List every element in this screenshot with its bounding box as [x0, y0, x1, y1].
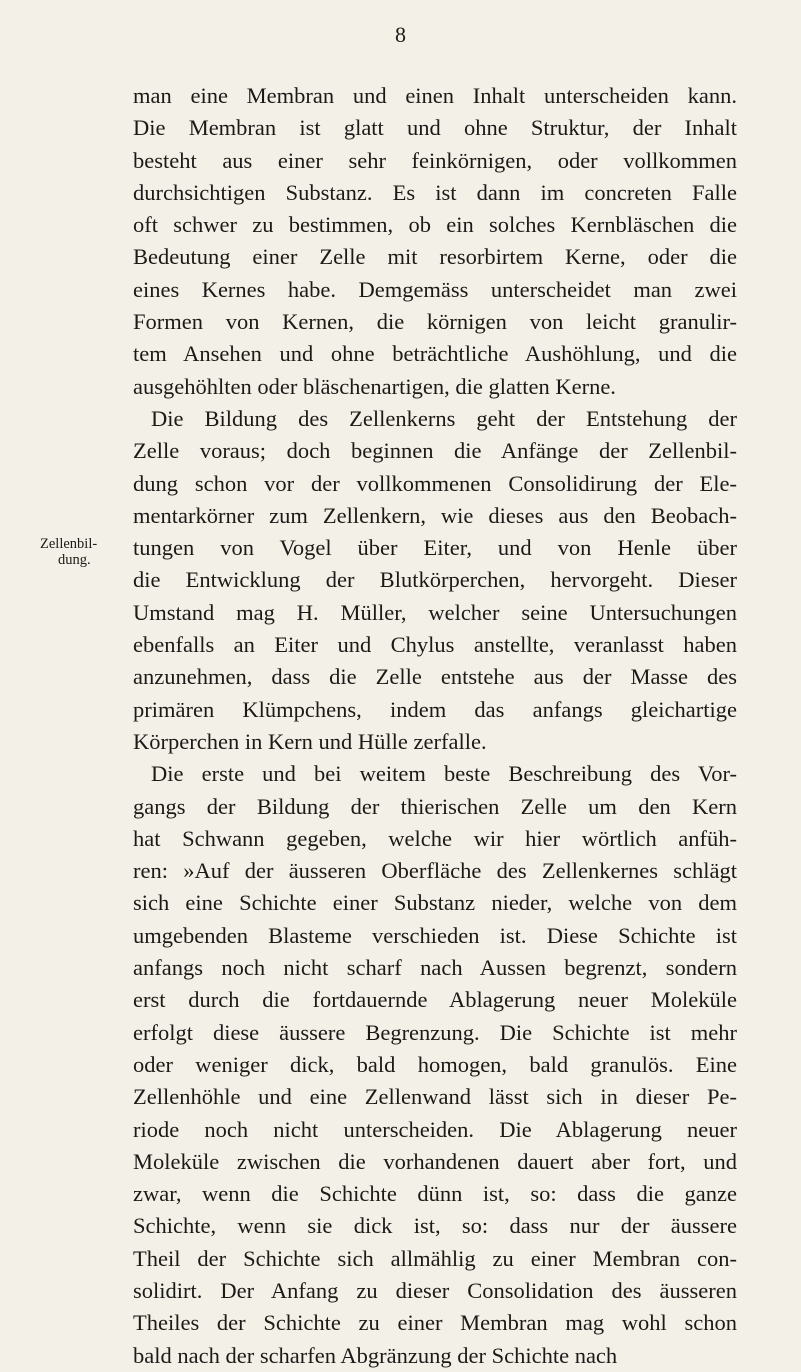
text-line: umgebenden Blasteme verschieden ist. Diese Schichte ist [133, 922, 737, 948]
text-line: die Entwicklung der Blutkörperchen, hervorgeht. Dieser [133, 567, 737, 593]
text-line: riode noch nicht unterscheiden. Die Ablagerung neuer [133, 1116, 737, 1142]
text-line: dung schon vor der vollkommenen Consolidirung der Ele- [133, 470, 737, 496]
text-line: Zelle voraus; doch beginnen die Anfänge der Zellenbil- [133, 438, 737, 464]
text-line: Zellenhöhle und eine Zellenwand lässt sich in dieser Pe- [133, 1084, 737, 1110]
text-line: man eine Membran und einen Inhalt unterscheiden kann. [133, 83, 737, 108]
margin-note [40, 536, 130, 568]
text-line: erst durch die fortdauernde Ablagerung neuer Moleküle [133, 987, 737, 1013]
text-line: Moleküle zwischen die vorhandenen dauert aber fort, und [133, 1148, 737, 1174]
text-line: Theil der Schichte sich allmählig zu einer Membran con- [133, 1245, 737, 1271]
text-line: erfolgt diese äussere Begrenzung. Die Schichte ist mehr [133, 1019, 737, 1045]
text-line: anzunehmen, dass die Zelle entstehe aus der Masse des [133, 664, 737, 690]
margin-note-line: Zellenbil- [40, 536, 98, 552]
page-number: 8 [395, 22, 406, 47]
text-line: gangs der Bildung der thierischen Zelle um den Kern [133, 793, 737, 819]
text-line: tungen von Vogel über Eiter, und von Henle über [133, 535, 737, 561]
text-line: solidirt. Der Anfang zu dieser Consolidation des äusseren [133, 1277, 737, 1303]
text-line: oft schwer zu bestimmen, ob ein solches Kernbläschen die [133, 212, 737, 238]
text-line: Die Membran ist glatt und ohne Struktur, der Inhalt [133, 115, 737, 141]
text-line: besteht aus einer sehr feinkörnigen, oder vollkommen [133, 147, 737, 173]
text-line: bald nach der scharfen Abgränzung der Schichte nach [133, 1342, 618, 1368]
text-line: sich eine Schichte einer Substanz nieder, welche von dem [133, 890, 737, 916]
text-line: Die Bildung des Zellenkerns geht der Entstehung der [151, 405, 737, 431]
text-line: ausgehöhlten oder bläschenartigen, die glatten Kerne. [133, 373, 616, 399]
margin-note-line: dung. [58, 552, 91, 568]
text-line: anfangs noch nicht scharf nach Aussen begrenzt, sondern [133, 955, 737, 981]
text-line: ebenfalls an Eiter und Chylus anstellte, veranlasst haben [133, 632, 737, 658]
text-line: ren: »Auf der äusseren Oberfläche des Zellenkernes schlägt [133, 858, 737, 884]
text-line: mentarkörner zum Zellenkern, wie dieses aus den Beobach- [133, 502, 737, 528]
text-line: primären Klümpchens, indem das anfangs gleichartige [133, 696, 737, 722]
text-line: durchsichtigen Substanz. Es ist dann im concreten Falle [133, 179, 737, 205]
text-line: hat Schwann gegeben, welche wir hier wörtlich anfüh- [133, 825, 737, 851]
body-text [133, 80, 737, 1372]
text-line: Schichte, wenn sie dick ist, so: dass nur der äussere [133, 1213, 737, 1239]
text-line: Bedeutung einer Zelle mit resorbirtem Kerne, oder die [133, 244, 737, 270]
text-line: Körperchen in Kern und Hülle zerfalle. [133, 728, 487, 754]
text-line: Umstand mag H. Müller, welcher seine Untersuchungen [133, 599, 737, 625]
text-line: Theiles der Schichte zu einer Membran mag wohl schon [133, 1310, 737, 1336]
text-line: Die erste und bei weitem beste Beschreibung des Vor- [151, 761, 737, 787]
text-line: eines Kernes habe. Demgemäss unterscheidet man zwei [133, 276, 737, 302]
text-line: Formen von Kernen, die körnigen von leicht granulir- [133, 309, 737, 335]
text-line: oder weniger dick, bald homogen, bald granulös. Eine [133, 1051, 737, 1077]
text-line: zwar, wenn die Schichte dünn ist, so: dass die ganze [133, 1181, 737, 1207]
text-line: tem Ansehen und ohne beträchtliche Aushöhlung, und die [133, 341, 737, 367]
